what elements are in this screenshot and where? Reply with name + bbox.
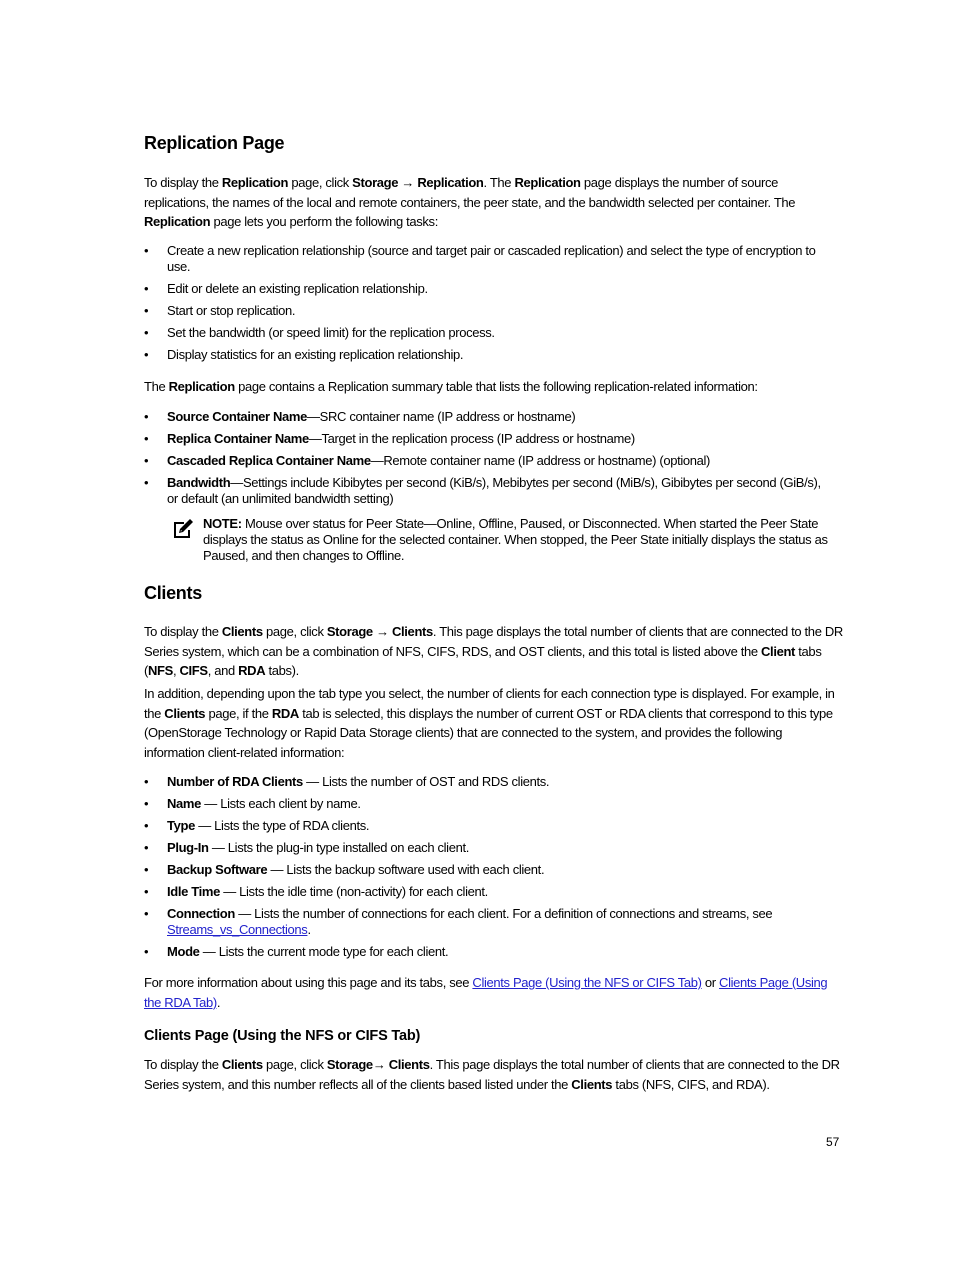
list-item: • Replica Container Name—Target in the replication process (IP address or hostname) (144, 431, 834, 447)
list-item: • Type — Lists the type of RDA clients. (144, 818, 834, 834)
replication-intro-paragraph: To display the Replication page, click Storage → Replication. The Replication page displays the number of source replications, the names of the local and remote containers, the peer state, and the bandwidth selected per container. The Replication page lets you perform the following tasks: (144, 175, 796, 229)
list-item: • Plug-In — Lists the plug-in type installed on each client. (144, 840, 834, 856)
list-item: • Source Container Name—SRC container name (IP address or hostname) (144, 409, 834, 425)
list-item: • Display statistics for an existing replication relationship. (144, 347, 834, 363)
clients-page-nfs-cifs-link[interactable]: Clients Page (Using the NFS or CIFS Tab) (472, 975, 702, 990)
clients-paragraph-2: In addition, depending upon the tab type you select, the number of clients for each connection type is displayed. For example, in the Clients page, if the RDA tab is selected, this displays the number of current OST or RDA clients that correspond to this type (OpenStorage Technology or Rapid Data Storage clients) that are connected to the system, and provides the following information client-related information: (144, 686, 835, 760)
clients-paragraph-1: To display the Clients page, click Storage → Clients. This page displays the total number of clients that are connected to the DR Series system, which can be a combination of NFS, CIFS, RDS, and OST clients, and this total is listed above the Client tabs (NFS, CIFS, and RDA tabs). (144, 624, 843, 678)
list-item: • Set the bandwidth (or speed limit) for the replication process. (144, 325, 834, 341)
list-item: • Mode — Lists the current mode type for each client. (144, 944, 834, 960)
streams-vs-connections-link[interactable]: Streams_vs_Connections (167, 922, 308, 937)
list-item: • Connection — Lists the number of connections for each client. For a definition of connections and streams, see Streams_vs_Connections. (144, 906, 834, 938)
heading-clients-page-nfs-cifs: Clients Page (Using the NFS or CIFS Tab) (144, 1028, 421, 1044)
list-item: • Start or stop replication. (144, 303, 834, 319)
heading-clients: Clients (144, 583, 202, 603)
clients-fields-list (144, 774, 834, 966)
list-item: • Name — Lists each client by name. (144, 796, 834, 812)
clients-more-info-paragraph: For more information about using this page and its tabs, see Clients Page (Using the NFS or CIFS Tab) or Clients Page (Using the RDA Tab). (144, 975, 828, 1010)
pencil-note-icon (172, 518, 194, 540)
list-item: • Bandwidth—Settings include Kibibytes per second (KiB/s), Mebibytes per second (MiB/s), Gibibytes per second (GiB/s), or default (an unlimited bandwidth setting) (144, 475, 834, 507)
heading-replication-page: Replication Page (144, 133, 285, 153)
clients-nfs-paragraph: To display the Clients page, click Storage→ Clients. This page displays the total number of clients that are connected to the DR Series system, and this number reflects all of the clients based listed under the Clients tabs (NFS, CIFS, and RDA). (144, 1057, 840, 1092)
list-item: • Cascaded Replica Container Name—Remote container name (IP address or hostname) (optional) (144, 453, 834, 469)
page-number: 57 (826, 1135, 840, 1149)
list-item: • Create a new replication relationship (source and target pair or cascaded replication) and select the type of encryption to use. (144, 243, 834, 275)
note-text: NOTE: Mouse over status for Peer State—Online, Offline, Paused, or Disconnected. When started the Peer State displays the status as Online for the selected container. When stopped, the Peer State initially displays the status as Paused, and then changes to Offline. (203, 516, 828, 563)
list-item: • Idle Time — Lists the idle time (non-activity) for each client. (144, 884, 834, 900)
list-item: • Edit or delete an existing replication relationship. (144, 281, 834, 297)
list-item: • Backup Software — Lists the backup software used with each client. (144, 862, 834, 878)
list-item: • Number of RDA Clients — Lists the number of OST and RDS clients. (144, 774, 834, 790)
clients-page-rda-link[interactable]: Clients Page (Using the RDA Tab) (144, 975, 828, 1010)
replication-fields-list (144, 409, 834, 513)
replication-summary-paragraph: The Replication page contains a Replication summary table that lists the following replication-related information: (144, 379, 758, 394)
replication-tasks-list (144, 243, 834, 369)
